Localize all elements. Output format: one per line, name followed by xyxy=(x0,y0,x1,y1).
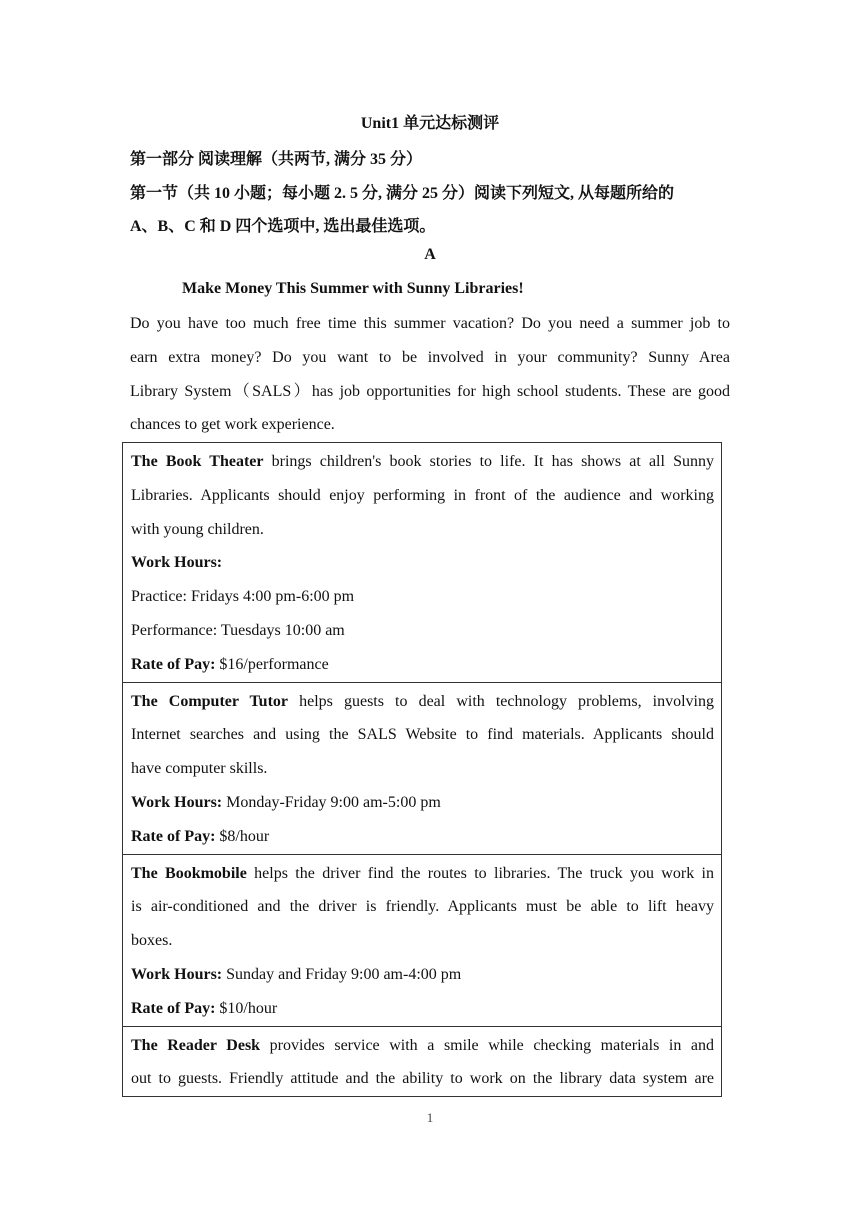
table-row xyxy=(123,854,722,1026)
rate-of-pay: Rate of Pay: $10/hour xyxy=(131,999,278,1017)
job-desc-line: with young children. xyxy=(131,520,264,538)
job-desc-line: out to guests. Friendly attitude and the ability to work on the library data system are xyxy=(131,1070,714,1088)
passage-letter: A xyxy=(424,246,436,263)
job-desc-line: is air-conditioned and the driver is friendly. Applicants must be able to lift heavy xyxy=(131,898,714,916)
part-heading: 第一部分 阅读理解（共两节, 满分 35 分） xyxy=(130,151,423,168)
job-desc-line xyxy=(131,445,714,479)
job-desc-text: provides service with a smile while checking materials in and xyxy=(260,1036,715,1054)
table-row xyxy=(123,443,722,683)
job-cell-bookmobile xyxy=(123,854,722,1026)
intro-line: earn extra money? Do you want to be involved in your community? Sunny Area xyxy=(130,348,730,366)
work-hours-line: Performance: Tuesdays 10:00 am xyxy=(131,621,345,639)
job-name: The Computer Tutor xyxy=(131,692,289,710)
job-name: The Bookmobile xyxy=(131,864,247,882)
job-desc-text: helps the driver find the routes to libraries. The truck you work in xyxy=(246,864,714,882)
job-desc-line: have computer skills. xyxy=(131,760,268,778)
job-desc-line: boxes. xyxy=(131,932,173,950)
section-instructions-line1: 第一节（共 10 小题；每小题 2. 5 分, 满分 25 分）阅读下列短文, 从每题所给的 xyxy=(130,185,675,202)
work-hours-line: Practice: Fridays 4:00 pm-6:00 pm xyxy=(131,588,355,606)
job-name: The Book Theater xyxy=(131,453,264,470)
job-desc-text: brings children's book stories to life. It has shows at all Sunny xyxy=(263,453,715,470)
job-name: The Reader Desk xyxy=(131,1036,261,1054)
section-instructions-line2: A、B、C 和 D 四个选项中, 选出最佳选项。 xyxy=(130,218,436,235)
passage-intro xyxy=(130,307,730,442)
job-desc-line xyxy=(131,857,714,891)
rate-of-pay: Rate of Pay: $16/performance xyxy=(131,655,329,673)
job-desc-text: helps guests to deal with technology problems, involving xyxy=(288,692,714,710)
jobs-table xyxy=(122,442,722,1097)
work-hours: Work Hours: Sunday and Friday 9:00 am-4:00 pm xyxy=(131,965,462,983)
table-row xyxy=(123,682,722,854)
rate-of-pay: Rate of Pay: $8/hour xyxy=(131,827,270,845)
job-desc-line xyxy=(131,1029,714,1063)
intro-line: Library System（SALS）has job opportunities for high school students. These are good xyxy=(130,382,730,400)
document-title: Unit1 单元达标测评 xyxy=(360,115,500,132)
job-cell-reader-desk xyxy=(123,1026,722,1097)
job-desc-line: Libraries. Applicants should enjoy performing in front of the audience and working xyxy=(131,486,714,504)
work-hours-label: Work Hours: xyxy=(131,554,223,572)
job-desc-line: Internet searches and using the SALS Website to find materials. Applicants should xyxy=(131,726,714,744)
intro-line: Do you have too much free time this summer vacation? Do you need a summer job to xyxy=(130,315,730,332)
passage-title: Make Money This Summer with Sunny Libraries! xyxy=(182,280,524,297)
page-number: 1 xyxy=(426,1110,434,1125)
job-cell-book-theater xyxy=(123,443,722,683)
table-row xyxy=(123,1026,722,1097)
work-hours: Work Hours: Monday-Friday 9:00 am-5:00 pm xyxy=(131,793,441,811)
intro-line: chances to get work experience. xyxy=(130,416,335,434)
job-desc-line xyxy=(131,685,714,719)
job-cell-computer-tutor xyxy=(123,682,722,854)
